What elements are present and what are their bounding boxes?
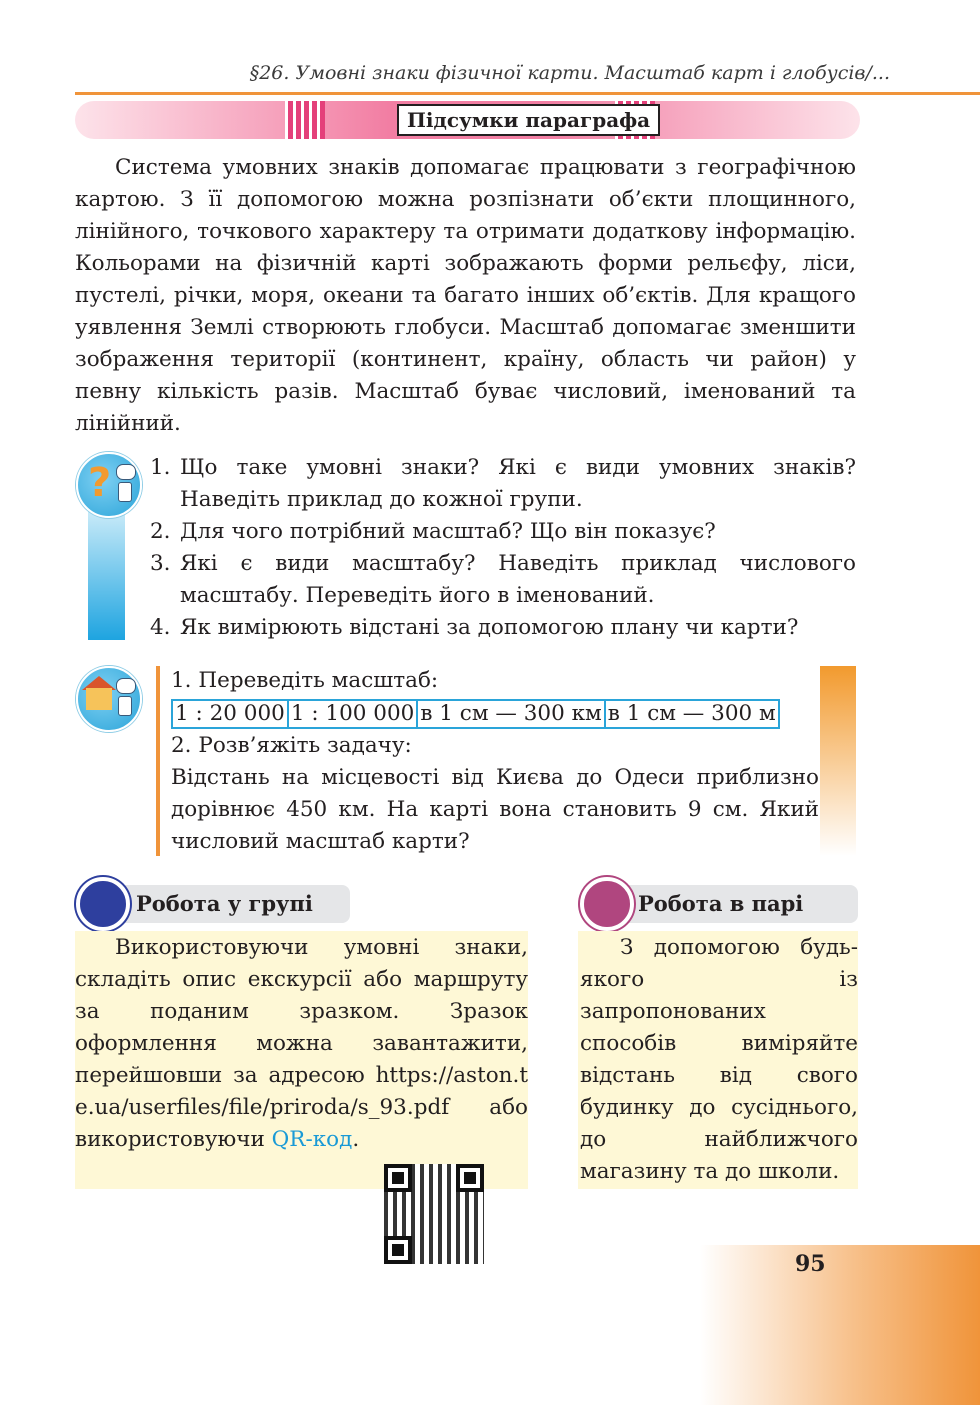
pair-label: Робота в парі [612, 885, 858, 923]
page-corner-decoration [700, 1245, 980, 1405]
qr-finder-pattern [456, 1164, 484, 1192]
pair-paragraph: З допомогою будь-якого із запропонованих способів виміряйте відстань від свого будинку до сусіднього, до найближчого магазину та до школи. [580, 935, 858, 1184]
robot-icon [116, 464, 134, 504]
task-side-gradient [820, 666, 856, 856]
scale-cell: в 1 см — 300 м [605, 699, 780, 729]
question-text: Як вимірюють відстані за допомогою плану чи карти? [180, 615, 799, 640]
group-paragraph [75, 932, 528, 1156]
task-1-title: 1. Переведіть масштаб: [171, 668, 439, 693]
scale-cell: 1 : 20 000 [171, 699, 288, 729]
summary-title: Підсумки параграфа [397, 104, 660, 136]
question-item [150, 452, 856, 516]
questions-list [150, 452, 856, 644]
qr-code-image[interactable] [384, 1164, 484, 1264]
header-rule [75, 92, 980, 95]
task-2-text: Відстань на місцевості від Києва до Одеси приблизно дорівнює 450 км. На карті вона становить 9 см. Який числовий масштаб карти? [171, 765, 819, 854]
qr-finder-pattern [384, 1236, 412, 1264]
task-rule [156, 666, 160, 856]
group-text-after: . [352, 1127, 360, 1152]
summary-text [75, 152, 856, 440]
scale-table [171, 699, 819, 729]
resource-url[interactable]: https://aston.te.ua/userfiles/file/priroda/s_93.pdf [75, 1063, 528, 1120]
qr-code-link[interactable]: QR-код [271, 1127, 353, 1152]
house-robot-icon [76, 666, 142, 732]
group-text-middle: або використовуючи [75, 1095, 528, 1152]
scale-cell: 1 : 100 000 [288, 699, 418, 729]
question-mark-icon: ? [88, 460, 112, 506]
question-number: 1. [150, 455, 171, 480]
summary-paragraph: Система умовних знаків допомагає працювати з географічною картою. З її допомогою можна розпізнати об’єкти площинного, лінійного, точкового характеру та отримати додаткову інформацію. Кольорами на фізичній карті зображають форми рельєфу, ліси, пустелі, річки, моря, океани та багато інших об’єктів. Для кращого уявлення Землі створюють глобуси. Масштаб допомагає зменшити зображення території (континент, країну, область чи район) у певну кількість разів. Масштаб буває числовий, іменований та лінійний. [75, 155, 856, 436]
group-ring-icon [74, 875, 132, 933]
question-number: 3. [150, 551, 171, 576]
group-label: Робота у групі [110, 885, 350, 923]
question-text: Які є види масштабу? Наведіть приклад числового масштабу. Переведіть його в іменований. [180, 551, 856, 608]
house-icon [86, 688, 112, 710]
task-2-title: 2. Розв’яжіть задачу: [171, 733, 412, 758]
question-item [150, 548, 856, 612]
running-head: §26. Умовні знаки фізичної карти. Масштаб карт і глобусів/... [249, 62, 890, 84]
question-robot-icon [76, 452, 142, 518]
pair-text [580, 932, 858, 1188]
question-item [150, 516, 856, 548]
question-number: 4. [150, 615, 171, 640]
questions-bar [88, 500, 125, 640]
summary-banner [75, 101, 860, 139]
group-text [75, 932, 528, 1156]
banner-stripes-left [285, 101, 325, 139]
qr-finder-pattern [384, 1164, 412, 1192]
page-number: 95 [795, 1251, 826, 1277]
question-text: Що таке умовні знаки? Які є види умовних знаків? Наведіть приклад до кожної групи. [180, 455, 856, 512]
question-number: 2. [150, 519, 171, 544]
question-text: Для чого потрібний масштаб? Що він показує? [180, 519, 716, 544]
scale-cell: в 1 см — 300 км [417, 699, 604, 729]
robot-icon [116, 678, 134, 718]
pair-ring-icon [578, 875, 636, 933]
group-text-before: Використовуючи умовні знаки, складіть опис екскурсії або маршруту за поданим зразком. Зразок оформлення можна завантажити, перейшовши за адресою [75, 935, 528, 1088]
tasks-block [171, 665, 819, 858]
question-item [150, 612, 856, 644]
